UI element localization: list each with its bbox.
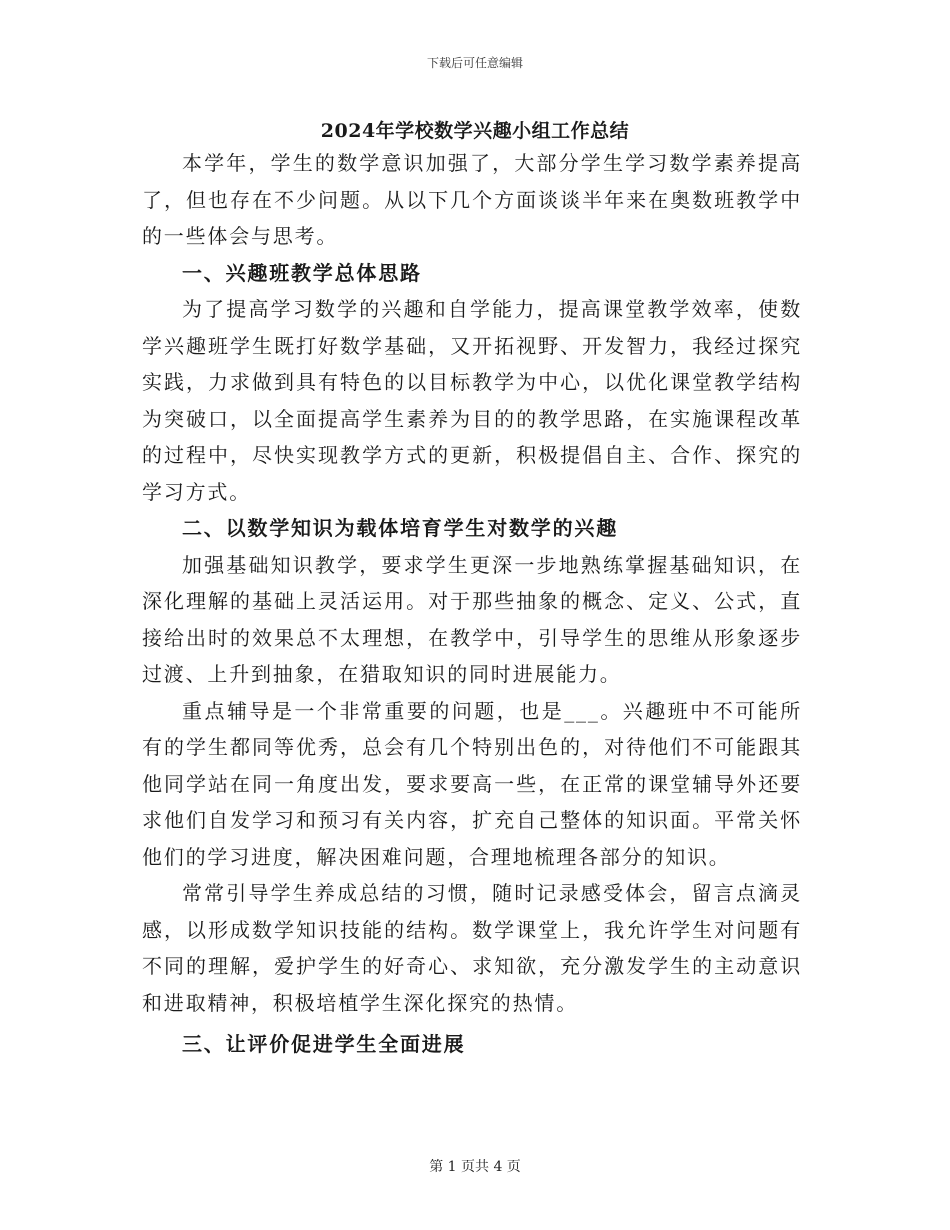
section-2-paragraph-2: 重点辅导是一个非常重要的问题，也是___。兴趣班中不可能所有的学生都同等优秀，总会有几个特别出色的，对待他们不可能跟其他同学站在同一角度出发，要求要高一些，在正常的课堂辅导外还要求他们自发学习和预习有关内容，扩充自己整体的知识面。平常关怀他们的学习进度，解决困难问题，合理地梳理各部分的知识。 <box>142 698 802 869</box>
section-2-paragraph-3: 常常引导学生养成总结的习惯，随时记录感受体会，留言点滴灵感，以形成数学知识技能的结构。数学课堂上，我允许学生对问题有不同的理解，爱护学生的好奇心、求知欲，充分激发学生的主动意识和进取精神，积极培植学生深化探究的热情。 <box>142 881 802 1015</box>
document-title: 2024年学校数学兴趣小组工作总结 <box>320 120 630 142</box>
section-1-heading: 一、兴趣班教学总体思路 <box>182 260 422 285</box>
intro-paragraph: 本学年，学生的数学意识加强了，大部分学生学习数学素养提高了，但也存在不少问题。从以下几个方面谈谈半年来在奥数班教学中的一些体会与思考。 <box>142 151 802 248</box>
section-1-paragraph: 为了提高学习数学的兴趣和自学能力，提高课堂教学效率，使数学兴趣班学生既打好数学基础，又开拓视野、开发智力，我经过探究实践，力求做到具有特色的以目标教学为中心，以优化课堂教学结构为突破口，以全面提高学生素养为目的的教学思路，在实施课程改革的过程中，尽快实现教学方式的更新，积极提倡自主、合作、探究的学习方式。 <box>142 297 802 504</box>
section-3-heading: 三、让评价促进学生全面进展 <box>182 1032 466 1056</box>
section-2-paragraph-1: 加强基础知识教学，要求学生更深一步地熟练掌握基础知识，在深化理解的基础上灵活运用。对于那些抽象的概念、定义、公式，直接给出时的效果总不太理想，在教学中，引导学生的思维从形象逐步过渡、上升到抽象，在猎取知识的同时进展能力。 <box>142 552 802 686</box>
section-2-heading: 二、以数学知识为载体培育学生对数学的兴趣 <box>182 516 618 540</box>
page-header-note: 下载后可任意编辑 <box>426 56 523 70</box>
page-footer: 第 1 页共 4 页 <box>429 1159 521 1175</box>
document-body <box>142 145 802 1063</box>
